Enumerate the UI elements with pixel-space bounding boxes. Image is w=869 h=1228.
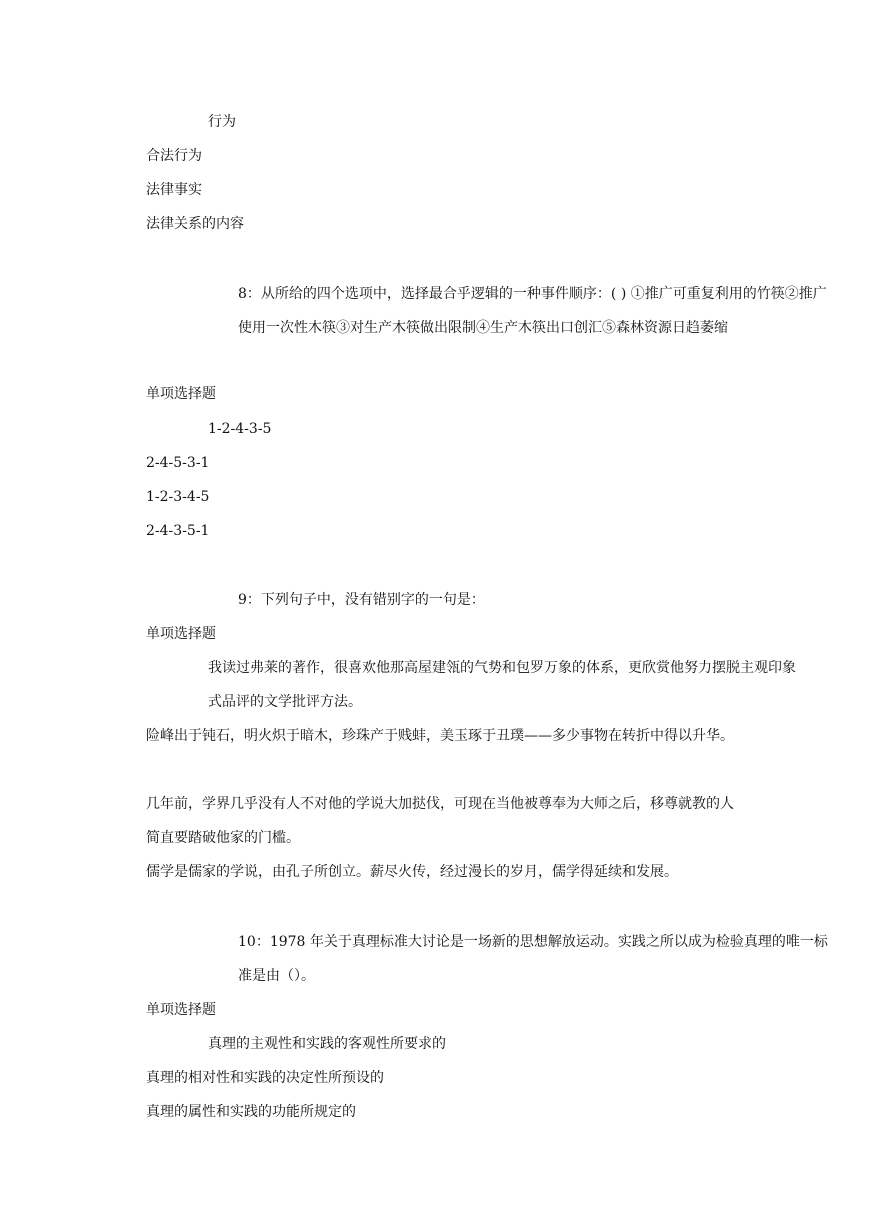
q9-option-a: 我读过弗莱的著作，很喜欢他那高屋建瓴的气势和包罗万象的体系，更欣赏他努力摆脱主观印象式品评的文学批评方法。 [208,660,796,710]
q8-option-a: 1-2-4-3-5 [208,421,272,437]
q9-option-c: 几年前，学界几乎没有人不对他的学说大加挞伐，可现在当他被尊奉为大师之后，移尊就教的人简直要踏破他家的门槛。 [146,796,734,846]
q9-option-b: 险峰出于钝石，明火炽于暗木，珍珠产于贱蚌，美玉琢于丑璞——多少事物在转折中得以升华。 [146,728,734,744]
q7-option-a: 行为 [208,114,236,130]
q7-option-b: 合法行为 [146,148,202,164]
q10-option-c: 真理的属性和实践的功能所规定的 [146,1104,356,1120]
q10-type: 单项选择题 [146,1002,216,1018]
q10-stem: 10：1978 年关于真理标准大讨论是一场新的思想解放运动。实践之所以成为检验真理的唯一标准是由（）。 [238,934,828,984]
q8-option-c: 1-2-3-4-5 [146,489,210,505]
q8-option-d: 2-4-3-5-1 [146,523,210,539]
q8-stem: 8：从所给的四个选项中，选择最合乎逻辑的一种事件顺序：( ) ①推广可重复利用的竹筷②推广使用一次性木筷③对生产木筷做出限制④生产木筷出口创汇⑤森林资源日趋萎缩 [238,286,827,336]
q8-option-b: 2-4-5-3-1 [146,455,210,471]
q10-option-a: 真理的主观性和实践的客观性所要求的 [208,1036,446,1052]
q7-option-c: 法律事实 [146,182,202,198]
q9-option-d: 儒学是儒家的学说，由孔子所创立。薪尽火传，经过漫长的岁月，儒学得延续和发展。 [146,864,678,880]
q9-type: 单项选择题 [146,626,216,642]
q8-type: 单项选择题 [146,386,216,402]
q7-option-d: 法律关系的内容 [146,216,244,232]
q10-option-b: 真理的相对性和实践的决定性所预设的 [146,1070,384,1086]
q9-stem: 9：下列句子中，没有错别字的一句是： [238,592,485,608]
